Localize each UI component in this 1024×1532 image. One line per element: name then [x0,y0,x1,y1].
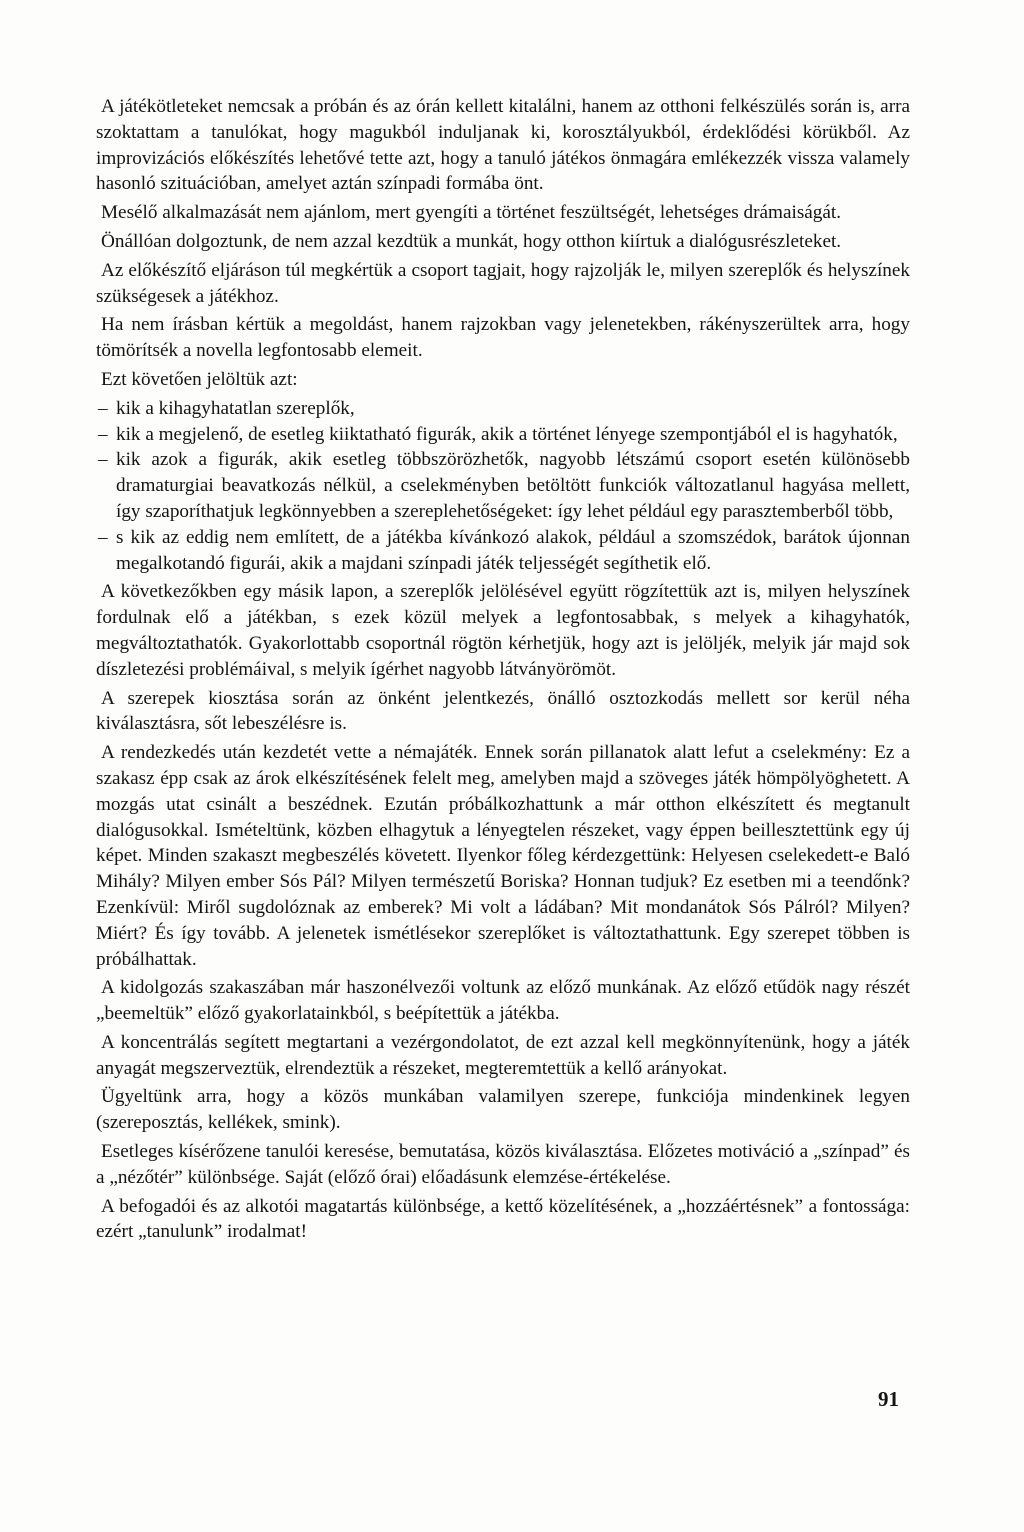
paragraph: Esetleges kísérőzene tanulói keresése, bemutatása, közös kiválasztása. Előzetes motiváció a „színpad” és a „nézőtér” különbsége. Saját (előző órai) előadásunk elemzése-értékelése. [96,1141,910,1188]
dash-bullet: – [98,449,108,471]
paragraph: A rendezkedés után kezdetét vette a némajáték. Ennek során pillanatok alatt lefut a cselekmény: Ez a szakasz épp csak az árok elkészítésének felelt meg, amelyben majd a szöveges játék hömpölyöghetett. A mozgás utat csinált a beszédnek. Ezután próbálkozhattunk a már otthon elkészített és megtanult dialógusokkal. Ismételtünk, közben elhagytuk a lényegtelen részeket, vagy éppen beillesztettünk egy új képet. Minden szakaszt megbeszélés követett. Ilyenkor főleg kérdezgettünk: Helyesen cselekedett-e Baló Mihály? Milyen ember Sós Pál? Milyen természetű Boriska? Honnan tudjuk? Ez esetben mi a teendőnk? Ezenkívül: Miről sugdolóznak az emberek? Mi volt a ládában? Mit mondanátok Sós Pálról? Milyen? Miért? És így tovább. A jelenetek ismétlésekor szereplőket is változtathattunk. Egy szerepet többen is próbálhattak. [96,742,910,970]
paragraph: A kidolgozás szakaszában már haszonélvezői voltunk az előző munkának. Az előző etűdök nagy részét „beemeltük” előző gyakorlatainkból, s beépítettük a játékba. [96,977,910,1025]
paragraph: Mesélő alkalmazását nem ajánlom, mert gyengíti a történet feszültségét, lehetséges drámaiságát. [101,202,842,224]
paragraph: Önállóan dolgoztunk, de nem azzal kezdtük a munkát, hogy otthon kiírtuk a dialógusrészleteket. [101,230,842,252]
page-number: 91 [878,1387,899,1411]
paragraph: Ha nem írásban kértük a megoldást, hanem rajzokban vagy jelenetekben, rákényszerültek arra, hogy tömörítsék a novella legfontosabb elemeit. [96,314,910,362]
list-item [96,422,910,448]
list-item-text: kik a kihagyhatatlan szereplők, [116,397,355,419]
paragraph: Az előkészítő eljáráson túl megkértük a csoport tagjait, hogy rajzolják le, milyen szereplők és helyszínek szükségesek a játékhoz. [96,259,910,307]
paragraph: A szerepek kiosztása során az önként jelentkezés, önálló osztozkodás mellett sor kerül néha kiválasztásra, sőt lebeszélésre is. [96,687,910,735]
body-text [96,94,910,1248]
list-item [96,396,910,422]
paragraph: Ügyeltünk arra, hogy a közös munkában valamilyen szerepe, funkciója mindenkinek legyen (szereposztás, kellékek, smink). [96,1086,910,1134]
list-item [96,525,910,577]
paragraph: Ezt követően jelöltük azt: [101,368,298,390]
list-item-text: s kik az eddig nem említett, de a játékba kívánkozó alakok, például a szomszédok, barátok újonnan megalkotandó figurái, akik a majdani színpadi játék teljességét segíthetik elő. [116,526,910,574]
criteria-list [96,396,910,577]
paragraph: A következőkben egy másik lapon, a szereplők jelölésével együtt rögzítettük azt is, milyen helyszínek fordulnak elő a játékban, s ezek közül melyek a legfontosabbak, s melyek a kihagyhatók, megváltoztathatók. Gyakorlottabb csoportnál rögtön kérhetjük, hogy azt is jelöljék, melyik jár majd sok díszletezési problémáival, s melyik ígérhet nagyobb látványörömöt. [96,581,910,680]
list-item-text: kik azok a figurák, akik esetleg többszörözhetők, nagyobb létszámú csoport esetén különösebb dramaturgiai beavatkozás nélkül, a cselekményben betöltött funkciók változatlanul hagyása mellett, így szaporíthatjuk legkönnyebben a szereplehetőségeket: így lehet például egy parasztemberből több, [116,449,910,522]
paragraph: A befogadói és az alkotói magatartás különbsége, a kettő közelítésének, a „hozzáértésnek” a fontossága: ezért „tanulunk” irodalmat! [96,1195,910,1243]
paragraph: A koncentrálás segített megtartani a vezérgondolatot, de ezt azzal kell megkönnyítenünk, hogy a játék anyagát megszerveztük, elrendeztük a részeket, megteremtettük a kellő arányokat. [96,1031,910,1079]
list-item [96,447,910,524]
list-item-text: kik a megjelenő, de esetleg kiiktatható figurák, akik a történet lényege szempontjából el is hagyhatók, [116,423,898,445]
dash-bullet: – [98,526,108,548]
dash-bullet: – [98,423,108,445]
dash-bullet: – [98,397,108,419]
paragraph: A játékötleteket nemcsak a próbán és az órán kellett kitalálni, hanem az otthoni felkészülés során is, arra szoktattam a tanulókat, hogy magukból induljanak ki, korosztályukból, érdeklődési körükből. Az improvizációs előkészítés lehetővé tette azt, hogy a tanuló játékos önmagára emlékezzék vissza valamely hasonló szituációban, amelyet aztán színpadi formába önt. [96,96,910,195]
